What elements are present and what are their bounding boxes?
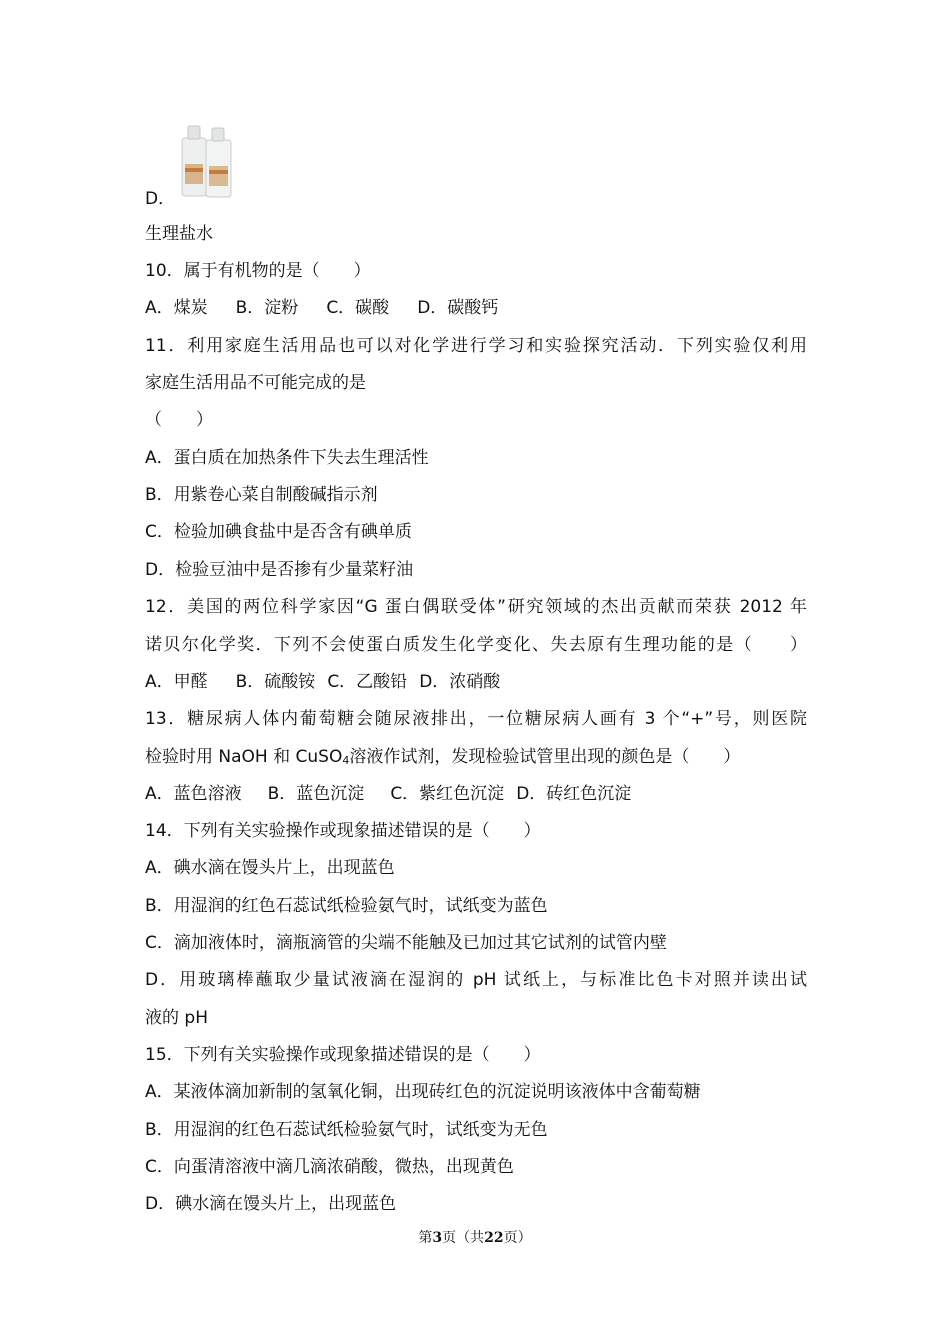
q12-option-d: D．浓硝酸 (419, 672, 501, 692)
q9-option-d-caption: 生理盐水 (145, 224, 213, 244)
q10-stem: 10．属于有机物的是（ ） (145, 261, 371, 281)
q13-stem-line2: 检验时用 NaOH 和 CuSO4溶液作试剂，发现检验试管里出现的颜色是（ ） (145, 747, 741, 767)
q14-option-a: A．碘水滴在馒头片上，出现蓝色 (145, 858, 395, 878)
q13-option-b: B．蓝色沉淀 (267, 784, 365, 804)
page-total: 22 (484, 1230, 504, 1246)
q12-stem-line1: 12．美国的两位科学家因“G 蛋白偶联受体”研究领域的杰出贡献而荣获 2012 年 (145, 597, 807, 617)
q12-stem-line2: 诺贝尔化学奖．下列不会使蛋白质发生化学变化、失去原有生理功能的是（ ） (145, 635, 807, 655)
q12-option-a: A．甲醛 (145, 672, 208, 692)
q15-stem: 15．下列有关实验操作或现象描述错误的是（ ） (145, 1045, 541, 1065)
saline-bottles-image (176, 122, 240, 200)
q14-stem: 14．下列有关实验操作或现象描述错误的是（ ） (145, 821, 541, 841)
page-number: 3 (432, 1230, 443, 1246)
q15-option-c: C．向蛋清溶液中滴几滴浓硝酸，微热，出现黄色 (145, 1157, 514, 1177)
q13-stem-line1: 13．糖尿病人体内葡萄糖会随尿液排出，一位糖尿病人画有 3 个“+”号，则医院 (145, 709, 807, 729)
q11-option-c: C．检验加碘食盐中是否含有碘单质 (145, 522, 412, 542)
q12-options (145, 671, 500, 693)
q11-option-b: B．用紫卷心菜自制酸碱指示剂 (145, 485, 378, 505)
q14-option-d-line1: D．用玻璃棒蘸取少量试液滴在湿润的 pH 试纸上，与标准比色卡对照并读出试 (145, 970, 807, 990)
q9-option-d-label: D． (145, 189, 176, 209)
q11-stem-line3: （ ） (145, 410, 213, 430)
q10-option-a: A．煤炭 (145, 298, 208, 318)
q12-option-c: C．乙酸铅 (327, 672, 408, 692)
q15-option-a: A．某液体滴加新制的氢氧化铜，出现砖红色的沉淀说明该液体中含葡萄糖 (145, 1082, 701, 1102)
q13-options (145, 783, 631, 805)
q11-stem-line1: 11．利用家庭生活用品也可以对化学进行学习和实验探究活动．下列实验仅利用 (145, 336, 807, 356)
q11-stem-line2: 家庭生活用品不可能完成的是 (145, 373, 366, 393)
q12-option-b: B．硫酸铵 (235, 672, 316, 692)
q13-option-d: D．砖红色沉淀 (516, 784, 632, 804)
q15-option-d: D．碘水滴在馒头片上，出现蓝色 (145, 1194, 397, 1214)
q15-option-b: B．用湿润的红色石蕊试纸检验氨气时，试纸变为无色 (145, 1120, 548, 1140)
q10-options (145, 297, 498, 319)
q13-option-c: C．紫红色沉淀 (390, 784, 505, 804)
q10-option-d: D．碳酸钙 (417, 298, 499, 318)
q14-option-b: B．用湿润的红色石蕊试纸检验氨气时，试纸变为蓝色 (145, 896, 548, 916)
q11-option-d: D．检验豆油中是否掺有少量菜籽油 (145, 560, 414, 580)
page-footer: 第3页（共22页） (418, 1230, 532, 1246)
q10-option-b: B．淀粉 (235, 298, 299, 318)
q14-option-d-line2: 液的 pH (145, 1008, 208, 1028)
q14-option-c: C．滴加液体时，滴瓶滴管的尖端不能触及已加过其它试剂的试管内壁 (145, 933, 667, 953)
q13-option-a: A．蓝色溶液 (145, 784, 242, 804)
q10-option-c: C．碳酸 (326, 298, 390, 318)
q11-option-a: A．蛋白质在加热条件下失去生理活性 (145, 448, 429, 468)
